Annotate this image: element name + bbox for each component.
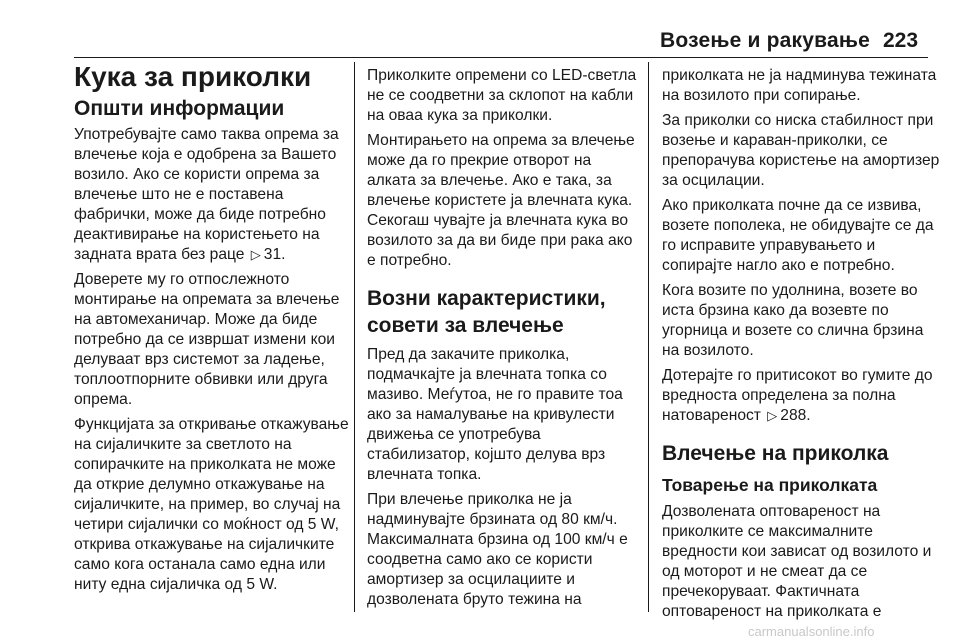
paragraph: Монтирањето на опрема за влечење може да го прекрие отворот на алката за влечење. Ако е така, за влечење користете ја влечната кука. Секогаш чувајте ја влечната кука во возилото за да ви биде при рака ако е потребно. xyxy=(367,132,635,269)
section-heading: Возни карактеристики, совети за влечење xyxy=(367,287,606,337)
section-heading: Влечење на приколка xyxy=(662,442,889,465)
column-1 xyxy=(74,62,350,600)
page-header xyxy=(0,0,960,58)
paragraph: Употребувајте само таква опрема за влечење која е одобрена за Вашето возило. Ако се користи опрема за влечење што не е поставена фабрички, може да биде потребно деактивирање на користењето на задната врата без раце ▷ 31. xyxy=(74,126,339,263)
paragraph: Функцијата за откривање откажување на сијаличките за светлото на сопирачките на приколката не може да открие делумно откажување на сијаличките, на пример, во случај на четири сијалички со моќност од 5 W, открива откажување на сијаличките само кога останала само една или ниту една сијаличка од 5 W. xyxy=(74,416,349,593)
subsection-title: Товарење на приколката xyxy=(662,475,878,495)
subsection-title: Општи информации xyxy=(74,97,285,120)
paragraph: Приколките опремени со LED-светла не се соодветни за склопот на кабли на оваа кука за приколки. xyxy=(367,67,637,124)
paragraph: За приколки со ниска стабилност при возење и караван-приколки, се препорачува користење на амортизер за осцилации. xyxy=(662,112,940,189)
page-reference-link[interactable]: 288. xyxy=(780,407,811,424)
page-number: 223 xyxy=(883,29,919,52)
paragraph: Дотерајте го притисокот во гумите до вредноста определена за полна натовареност ▷ 288. xyxy=(662,367,933,424)
paragraph: Ако приколката почне да се извива, возете пополека, не обидувајте се да го исправите управувањето и сопирајте нагло ако е потребно. xyxy=(662,197,934,274)
paragraph: приколката не ја надминува тежината на возилото при сопирање. xyxy=(662,67,937,104)
column-divider xyxy=(648,62,649,612)
column-divider xyxy=(354,62,355,612)
header-rule xyxy=(74,57,928,58)
reference-arrow-icon: ▷ xyxy=(767,408,778,423)
column-3 xyxy=(662,66,942,627)
section-title: Кука за приколки xyxy=(74,61,312,92)
paragraph: Дозволената оптовареност на приколките се максималните вредности кои зависат од возилото и од моторот и не смеат да се пречекоруваат. Фактичната оптовареност на приколката е xyxy=(662,503,932,620)
paragraph: Доверете му го отпослежното монтирање на опремата за влечење на автомеханичар. Може да биде потребно да се извршат измени кои делуваат врз системот за ладење, топлоотпорните обвивки или друга опрема. xyxy=(74,271,340,408)
page-reference-link[interactable]: 31. xyxy=(263,246,286,263)
column-2 xyxy=(367,66,643,615)
paragraph: При влечење приколка не ја надминувајте брзината од 80 км/ч. Максималната брзина од 100 км/ч е соодветна само ако се користи амортизер за осцилациите и дозволената бруто тежина на xyxy=(367,491,628,608)
paragraph: Пред да закачите приколка, подмачкајте ја влечната топка со мазиво. Меѓутоа, не го правите тоа ако за намалување на кривулести движења се употребува стабилизатор, којшто делува врз влечната топка. xyxy=(367,346,623,483)
paragraph: Кога возите по удолнина, возете во иста брзина како да возевте по угорница и возете со слична брзина на возилото. xyxy=(662,282,924,359)
watermark: carmanualsonline.info xyxy=(748,624,875,639)
header-title: Возење и ракување xyxy=(660,29,870,52)
reference-arrow-icon: ▷ xyxy=(250,247,261,262)
